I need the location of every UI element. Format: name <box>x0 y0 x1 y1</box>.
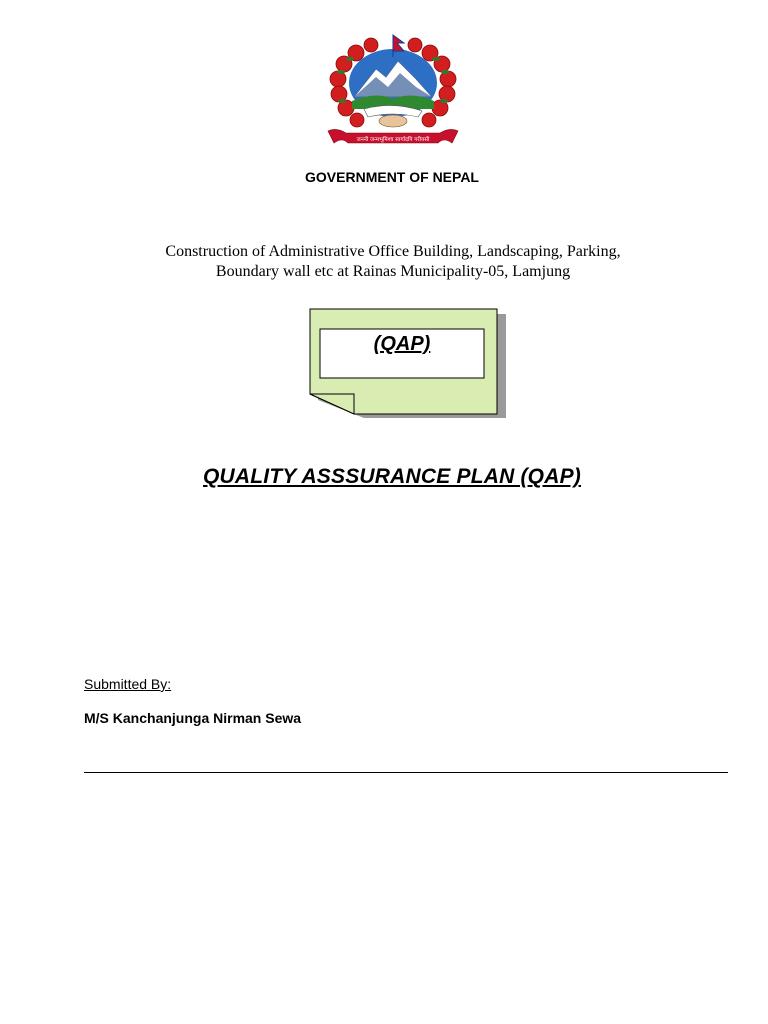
government-heading: GOVERNMENT OF NEPAL <box>305 169 479 185</box>
project-line-2: Boundary wall etc at Rainas Municipality-05, Lamjung <box>215 263 571 280</box>
qap-badge <box>308 308 510 420</box>
submitted-by-label: Submitted By: <box>84 676 172 692</box>
project-description <box>0 242 768 282</box>
horizontal-divider <box>84 772 728 773</box>
project-line-1: Construction of Administrative Office Building, Landscaping, Parking, <box>165 243 621 260</box>
document-title: QUALITY ASSSURANCE PLAN (QAP) <box>203 465 581 488</box>
qap-label: (QAP) <box>373 333 431 355</box>
company-name: M/S Kanchanjunga Nirman Sewa <box>84 710 302 726</box>
nepal-emblem <box>316 31 470 152</box>
emblem-scroll-text: जननी जन्मभूमिश्च स्वर्गादपि गरीयसी <box>356 137 430 143</box>
